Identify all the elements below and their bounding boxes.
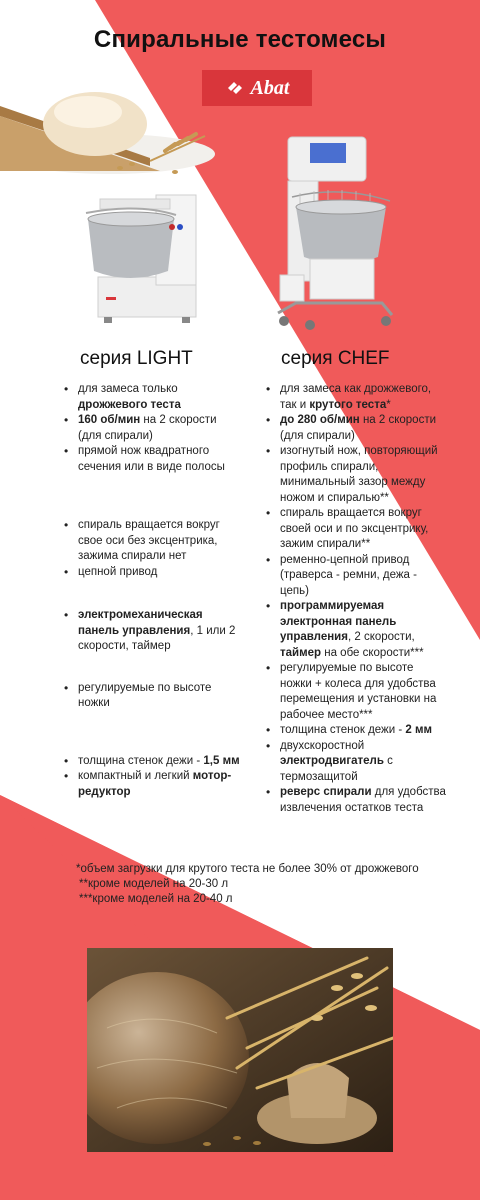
text: ременно-цепной привод (траверса - ремни, дежа - цепь) bbox=[280, 553, 417, 597]
list-item bbox=[266, 723, 446, 739]
bold-text: крутого теста bbox=[309, 398, 387, 411]
list-item bbox=[266, 553, 446, 600]
list-item bbox=[64, 754, 240, 770]
list-item bbox=[64, 769, 240, 800]
text: на обе скорости*** bbox=[321, 646, 424, 659]
bold-text: 160 об/мин bbox=[78, 414, 141, 426]
list-item bbox=[64, 681, 240, 712]
bold-text: мотор-редуктор bbox=[78, 770, 232, 798]
bold-text: 2 мм bbox=[405, 724, 432, 736]
light-features-column bbox=[64, 382, 240, 800]
footnotes bbox=[76, 862, 419, 907]
text: * bbox=[386, 398, 391, 411]
list-item bbox=[266, 785, 446, 816]
list-item bbox=[266, 661, 446, 723]
footnote-1: *объем загрузки для крутого теста не более 30% от дрожжевого bbox=[76, 863, 419, 875]
text: регулируемые по высоте ножки bbox=[78, 681, 212, 709]
text: , 1 или 2 скорости, таймер bbox=[78, 624, 236, 652]
bold-text: реверс спирали bbox=[280, 786, 372, 798]
text: прямой нож квадратного сечения или в виде полосы bbox=[78, 445, 225, 473]
list-item bbox=[266, 506, 446, 553]
bold-text: программируемая электронная панель управления bbox=[280, 600, 397, 643]
text: спираль вращается вокруг своей оси и по эксцентрику, зажим спирали** bbox=[280, 507, 429, 550]
bold-text: 1,5 мм bbox=[203, 754, 240, 767]
text: для замеса только bbox=[78, 383, 178, 395]
list-item bbox=[266, 444, 446, 506]
logo-text: Abat bbox=[250, 76, 290, 99]
light-features-list bbox=[64, 382, 240, 800]
text: толщина стенок дежи - bbox=[280, 724, 406, 736]
list-item bbox=[266, 599, 446, 661]
dough-photo bbox=[0, 76, 215, 176]
text: на 2 скорости (для спирали) bbox=[78, 414, 217, 442]
list-item bbox=[64, 608, 240, 655]
chef-features-column bbox=[266, 382, 446, 816]
list-item bbox=[64, 382, 240, 413]
bread-photo bbox=[87, 948, 393, 1152]
list-item bbox=[266, 413, 446, 444]
abat-logo-icon bbox=[225, 79, 247, 97]
mixer-light-photo bbox=[80, 185, 210, 325]
text: на 2 скорости (для спирали) bbox=[280, 414, 437, 442]
chef-series-heading: серия CHEF bbox=[281, 348, 390, 369]
list-item bbox=[64, 565, 240, 581]
list-item bbox=[64, 413, 240, 444]
text: спираль вращается вокруг свое оси без эксцентрика, зажима спирали нет bbox=[78, 519, 220, 562]
text: с термозащитой bbox=[280, 755, 393, 783]
text: двухскоростной bbox=[280, 739, 365, 752]
text: цепной привод bbox=[78, 565, 158, 578]
bold-text: до 280 об/мин bbox=[280, 414, 360, 426]
bold-text: таймер bbox=[280, 646, 322, 659]
footnote-2: **кроме моделей на 20-30 л bbox=[79, 878, 229, 890]
text: компактный и легкий bbox=[78, 770, 193, 782]
bold-text: электродвигатель bbox=[280, 755, 384, 767]
list-item bbox=[64, 518, 240, 565]
light-series-heading: серия LIGHT bbox=[80, 348, 193, 369]
brand-logo bbox=[202, 70, 312, 106]
text: регулируемые по высоте ножки + колеса для удобства перемещения и установки на рабочее место*** bbox=[280, 662, 437, 721]
text: изогнутый нож, повторяющий профиль спирали, минимальный зазор между ножом и спиралью** bbox=[280, 445, 438, 504]
mixer-chef-photo bbox=[270, 135, 400, 335]
text: для замеса как дрожжевого, так и bbox=[280, 383, 432, 411]
bold-text: электромеханическая панель управления bbox=[78, 609, 203, 637]
list-item bbox=[266, 739, 446, 786]
list-item bbox=[266, 382, 446, 413]
text: толщина стенок дежи - bbox=[78, 754, 204, 767]
list-item bbox=[64, 444, 240, 475]
footnote-3: ***кроме моделей на 20-40 л bbox=[79, 893, 233, 905]
chef-features-list bbox=[266, 382, 446, 816]
bold-text: дрожжевого теста bbox=[78, 398, 181, 411]
text: , 2 скорости, bbox=[347, 631, 415, 643]
page-title: Спиральные тестомесы bbox=[93, 26, 387, 53]
text: для удобства извлечения остатков теста bbox=[280, 786, 446, 814]
